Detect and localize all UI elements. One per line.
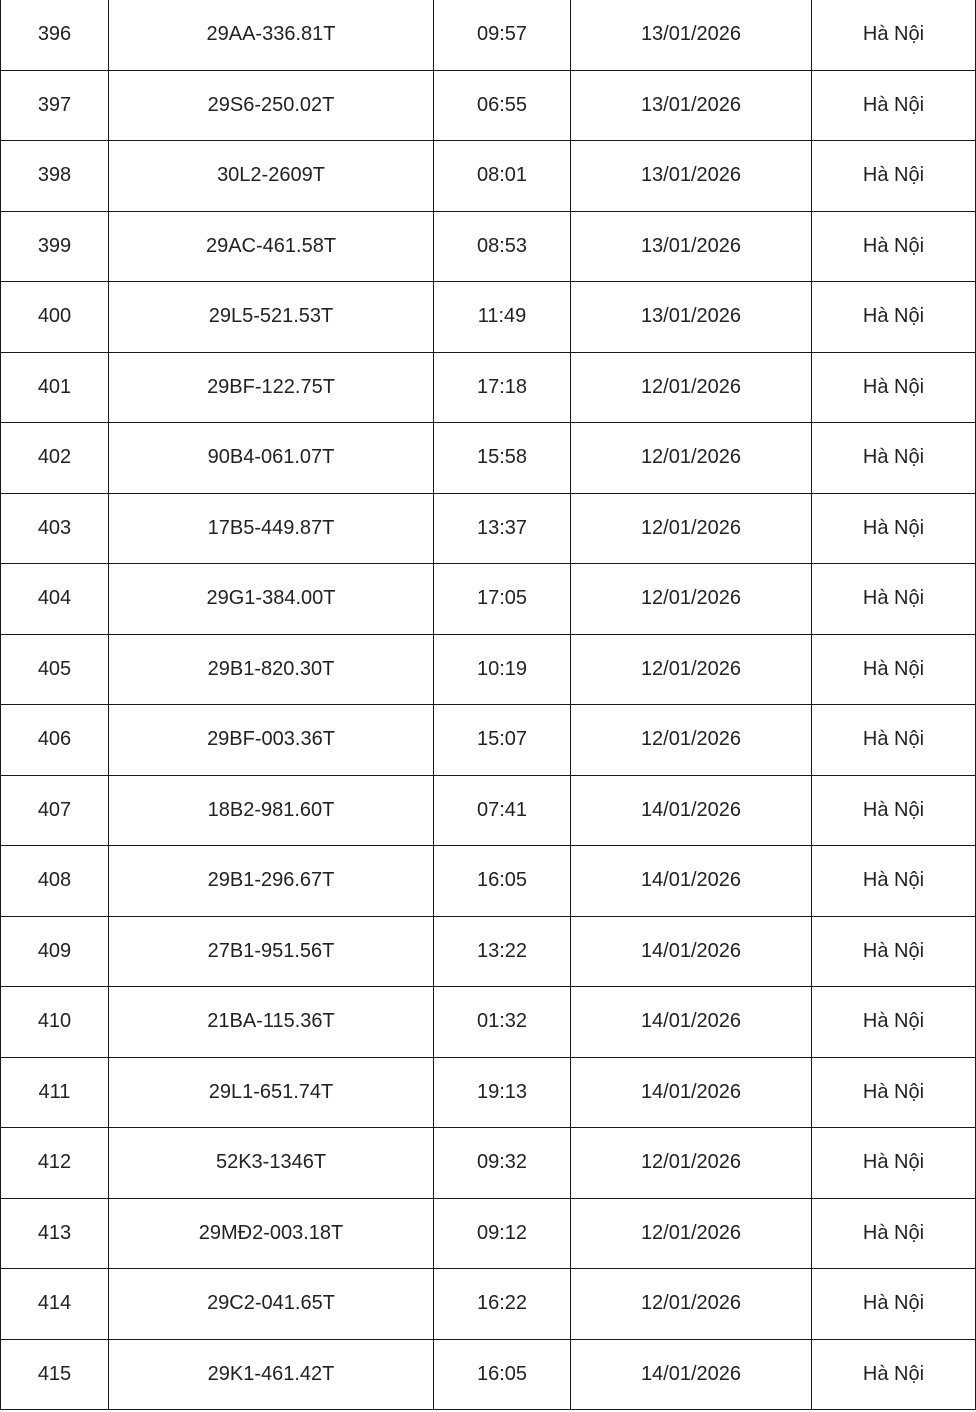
- row-number: 396: [1, 0, 109, 70]
- table-row: [1, 493, 976, 564]
- license-plate: 17B5-449.87T: [109, 493, 434, 564]
- license-plate: 90B4-061.07T: [109, 423, 434, 494]
- violation-date: 14/01/2026: [571, 916, 812, 987]
- license-plate: 52K3-1346T: [109, 1128, 434, 1199]
- location: Hà Nội: [812, 1128, 976, 1199]
- violation-time: 15:58: [434, 423, 571, 494]
- table-row: [1, 1339, 976, 1410]
- table-row: [1, 846, 976, 917]
- violation-date: 13/01/2026: [571, 282, 812, 353]
- license-plate: 29B1-820.30T: [109, 634, 434, 705]
- violation-date: 14/01/2026: [571, 775, 812, 846]
- violation-time: 17:18: [434, 352, 571, 423]
- row-number: 414: [1, 1269, 109, 1340]
- license-plate: 29G1-384.00T: [109, 564, 434, 635]
- location: Hà Nội: [812, 493, 976, 564]
- table-row: [1, 1057, 976, 1128]
- violation-date: 13/01/2026: [571, 211, 812, 282]
- table-row: [1, 1269, 976, 1340]
- row-number: 403: [1, 493, 109, 564]
- violation-date: 12/01/2026: [571, 423, 812, 494]
- violation-time: 06:55: [434, 70, 571, 141]
- location: Hà Nội: [812, 141, 976, 212]
- location: Hà Nội: [812, 423, 976, 494]
- violation-time: 13:22: [434, 916, 571, 987]
- license-plate: 29C2-041.65T: [109, 1269, 434, 1340]
- table-row: [1, 282, 976, 353]
- location: Hà Nội: [812, 1339, 976, 1410]
- location: Hà Nội: [812, 70, 976, 141]
- table-row: [1, 634, 976, 705]
- row-number: 412: [1, 1128, 109, 1199]
- row-number: 404: [1, 564, 109, 635]
- violation-date: 12/01/2026: [571, 1198, 812, 1269]
- table-row: [1, 1198, 976, 1269]
- violation-time: 09:12: [434, 1198, 571, 1269]
- table-row: [1, 775, 976, 846]
- violation-time: 16:22: [434, 1269, 571, 1340]
- violation-time: 16:05: [434, 1339, 571, 1410]
- location: Hà Nội: [812, 282, 976, 353]
- table-row: [1, 987, 976, 1058]
- license-plate: 18B2-981.60T: [109, 775, 434, 846]
- license-plate: 27B1-951.56T: [109, 916, 434, 987]
- license-plate: 29S6-250.02T: [109, 70, 434, 141]
- location: Hà Nội: [812, 211, 976, 282]
- violation-time: 01:32: [434, 987, 571, 1058]
- location: Hà Nội: [812, 775, 976, 846]
- violation-date: 12/01/2026: [571, 1269, 812, 1340]
- row-number: 400: [1, 282, 109, 353]
- row-number: 397: [1, 70, 109, 141]
- location: Hà Nội: [812, 1057, 976, 1128]
- violation-time: 17:05: [434, 564, 571, 635]
- location: Hà Nội: [812, 916, 976, 987]
- row-number: 411: [1, 1057, 109, 1128]
- violation-time: 15:07: [434, 705, 571, 776]
- violation-date: 13/01/2026: [571, 70, 812, 141]
- license-plate: 29L1-651.74T: [109, 1057, 434, 1128]
- row-number: 413: [1, 1198, 109, 1269]
- table-row: [1, 564, 976, 635]
- row-number: 407: [1, 775, 109, 846]
- violation-time: 07:41: [434, 775, 571, 846]
- violation-time: 09:32: [434, 1128, 571, 1199]
- violation-time: 16:05: [434, 846, 571, 917]
- location: Hà Nội: [812, 987, 976, 1058]
- row-number: 409: [1, 916, 109, 987]
- license-plate: 29L5-521.53T: [109, 282, 434, 353]
- violation-date: 14/01/2026: [571, 846, 812, 917]
- row-number: 399: [1, 211, 109, 282]
- location: Hà Nội: [812, 846, 976, 917]
- row-number: 405: [1, 634, 109, 705]
- violation-time: 13:37: [434, 493, 571, 564]
- violation-date: 12/01/2026: [571, 493, 812, 564]
- table-row: [1, 1128, 976, 1199]
- violation-time: 09:57: [434, 0, 571, 70]
- location: Hà Nội: [812, 352, 976, 423]
- location: Hà Nội: [812, 1269, 976, 1340]
- license-plate: 29AA-336.81T: [109, 0, 434, 70]
- location: Hà Nội: [812, 634, 976, 705]
- violation-date: 14/01/2026: [571, 987, 812, 1058]
- row-number: 406: [1, 705, 109, 776]
- violation-date: 12/01/2026: [571, 705, 812, 776]
- license-plate: 21BA-115.36T: [109, 987, 434, 1058]
- row-number: 410: [1, 987, 109, 1058]
- violation-time: 11:49: [434, 282, 571, 353]
- violation-date: 12/01/2026: [571, 352, 812, 423]
- violation-date: 13/01/2026: [571, 0, 812, 70]
- violation-time: 19:13: [434, 1057, 571, 1128]
- violations-table-body: [1, 0, 976, 1410]
- table-row: [1, 211, 976, 282]
- table-row: [1, 141, 976, 212]
- license-plate: 29BF-003.36T: [109, 705, 434, 776]
- row-number: 402: [1, 423, 109, 494]
- location: Hà Nội: [812, 0, 976, 70]
- row-number: 398: [1, 141, 109, 212]
- location: Hà Nội: [812, 705, 976, 776]
- violation-date: 12/01/2026: [571, 1128, 812, 1199]
- table-row: [1, 423, 976, 494]
- violation-time: 08:01: [434, 141, 571, 212]
- table-row: [1, 0, 976, 70]
- row-number: 408: [1, 846, 109, 917]
- row-number: 401: [1, 352, 109, 423]
- location: Hà Nội: [812, 1198, 976, 1269]
- license-plate: 29AC-461.58T: [109, 211, 434, 282]
- license-plate: 30L2-2609T: [109, 141, 434, 212]
- table-row: [1, 70, 976, 141]
- violation-date: 12/01/2026: [571, 564, 812, 635]
- violation-date: 13/01/2026: [571, 141, 812, 212]
- license-plate: 29K1-461.42T: [109, 1339, 434, 1410]
- table-row: [1, 705, 976, 776]
- violation-time: 10:19: [434, 634, 571, 705]
- table-row: [1, 352, 976, 423]
- location: Hà Nội: [812, 564, 976, 635]
- violation-date: 12/01/2026: [571, 634, 812, 705]
- violation-date: 14/01/2026: [571, 1057, 812, 1128]
- license-plate: 29B1-296.67T: [109, 846, 434, 917]
- table-row: [1, 916, 976, 987]
- row-number: 415: [1, 1339, 109, 1410]
- license-plate: 29BF-122.75T: [109, 352, 434, 423]
- violation-date: 14/01/2026: [571, 1339, 812, 1410]
- violation-time: 08:53: [434, 211, 571, 282]
- license-plate: 29MĐ2-003.18T: [109, 1198, 434, 1269]
